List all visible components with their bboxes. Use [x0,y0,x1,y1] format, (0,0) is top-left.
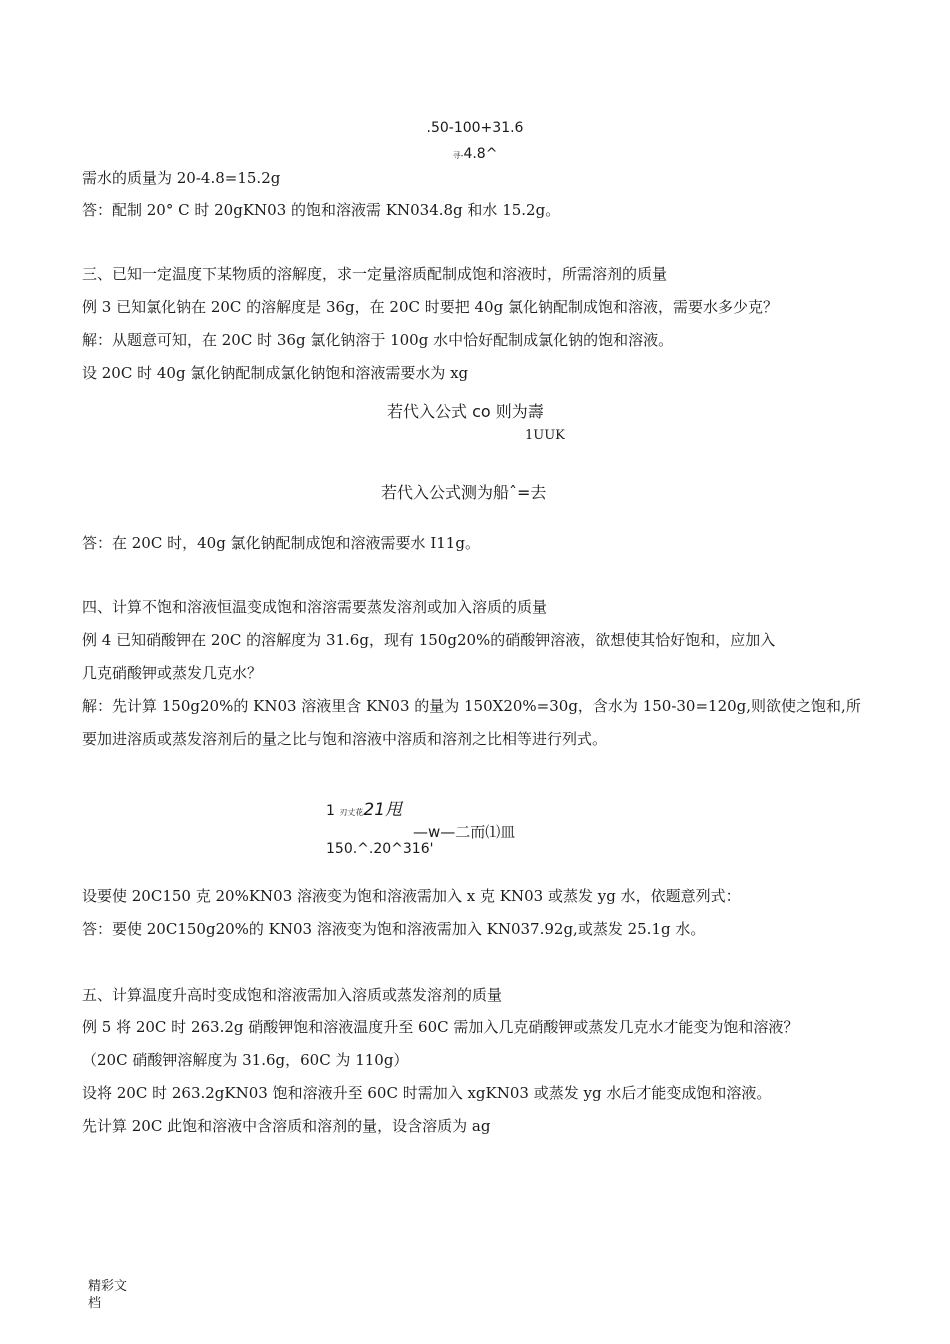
formula-top-line2-main: 4.8^ [463,146,498,162]
formula-4-line1-c: 21甩 [363,800,403,820]
example-4-line2: 几克硝酸钾或蒸发几克水？ [82,664,263,682]
footer-line1: 精彩文 [88,1279,128,1294]
section-5-title: 五、计算温度升高时变成饱和溶液需加入溶质或蒸发溶剂的质量 [82,986,503,1004]
let-3: 设 20C 时 40g 氯化钠配制成氯化钠饱和溶液需要水为 xg [82,364,469,382]
section-3-title: 三、已知一定温度下某物质的溶解度，求一定量溶质配制成饱和溶液时，所需溶剂的质量 [82,265,668,283]
solution-4-line1: 解：先计算 150g20%的 KN03 溶液里含 KN03 的量为 150X20%=30g，含水为 150-30=120g,则欲使之饱和,所 [82,697,861,715]
formula-4-line3: 150.^.20^316' [326,841,434,857]
formula-top-line2 [0,144,950,166]
formula-4-line1-b: 刃丈花 [339,808,364,817]
footer-line2: 档 [88,1296,102,1311]
formula-top-line1: .50-100+31.6 [426,120,524,136]
example-5: 例 5 将 20C 时 263.2g 硝酸钾饱和溶液温度升至 60C 需加入几克硝酸钾或蒸发几克水才能变为饱和溶液？ [82,1018,799,1036]
formula-3a-sub: 1UUK [525,428,565,443]
formula-top-line2-prefix: 寻- [452,151,464,160]
let-4: 设要使 20C150 克 20%KN03 溶液变为饱和溶液需加入 x 克 KN03 或蒸发 yg 水，依题意列式： [82,887,741,905]
formula-3a: 若代入公式 co 则为壽 [387,402,544,421]
formula-4-line2: —w—二而⑴皿 [413,823,516,841]
solution-3: 解：从题意可知，在 20C 时 36g 氯化钠溶于 100g 水中恰好配制成氯化钠的饱和溶液。 [82,331,674,349]
answer-3: 答：在 20C 时，40g 氯化钠配制成饱和溶液需要水 I11g。 [82,534,480,552]
formula-4-line1 [326,800,402,823]
formula-4-line1-a: 1 [326,803,335,819]
answer-4: 答：要使 20C150g20%的 KN03 溶液变为饱和溶液需加入 KN037.92g,或蒸发 25.1g 水。 [82,920,706,938]
let-5: 设将 20C 时 263.2gKN03 饱和溶液升至 60C 时需加入 xgKN03 或蒸发 yg 水后才能变成饱和溶液。 [82,1084,772,1102]
example-3: 例 3 已知氯化钠在 20C 的溶解度是 36g，在 20C 时要把 40g 氯化钠配制成饱和溶液，需要水多少克？ [82,298,778,316]
section-4-title: 四、计算不饱和溶液恒温变成饱和溶溶需要蒸发溶剂或加入溶质的质量 [82,598,548,616]
example-4-line1: 例 4 已知硝酸钾在 20C 的溶解度为 31.6g，现有 150g20%的硝酸钾溶液，欲想使其恰好饱和，应加入 [82,631,776,649]
answer-1: 答：配制 20° C 时 20gKN03 的饱和溶液需 KN034.8g 和水 15.2g。 [82,201,561,219]
formula-3b: 若代入公式测为船ˆ=去 [381,483,547,502]
water-mass-line: 需水的质量为 20-4.8=15.2g [82,169,281,187]
calc-5: 先计算 20C 此饱和溶液中含溶质和溶剂的量，设含溶质为 ag [82,1117,491,1135]
example-5-note: （20C 硝酸钾溶解度为 31.6g，60C 为 110g） [82,1051,409,1069]
solution-4-line2: 要加进溶质或蒸发溶剂后的量之比与饱和溶液中溶质和溶剂之比相等进行列式。 [82,730,608,748]
